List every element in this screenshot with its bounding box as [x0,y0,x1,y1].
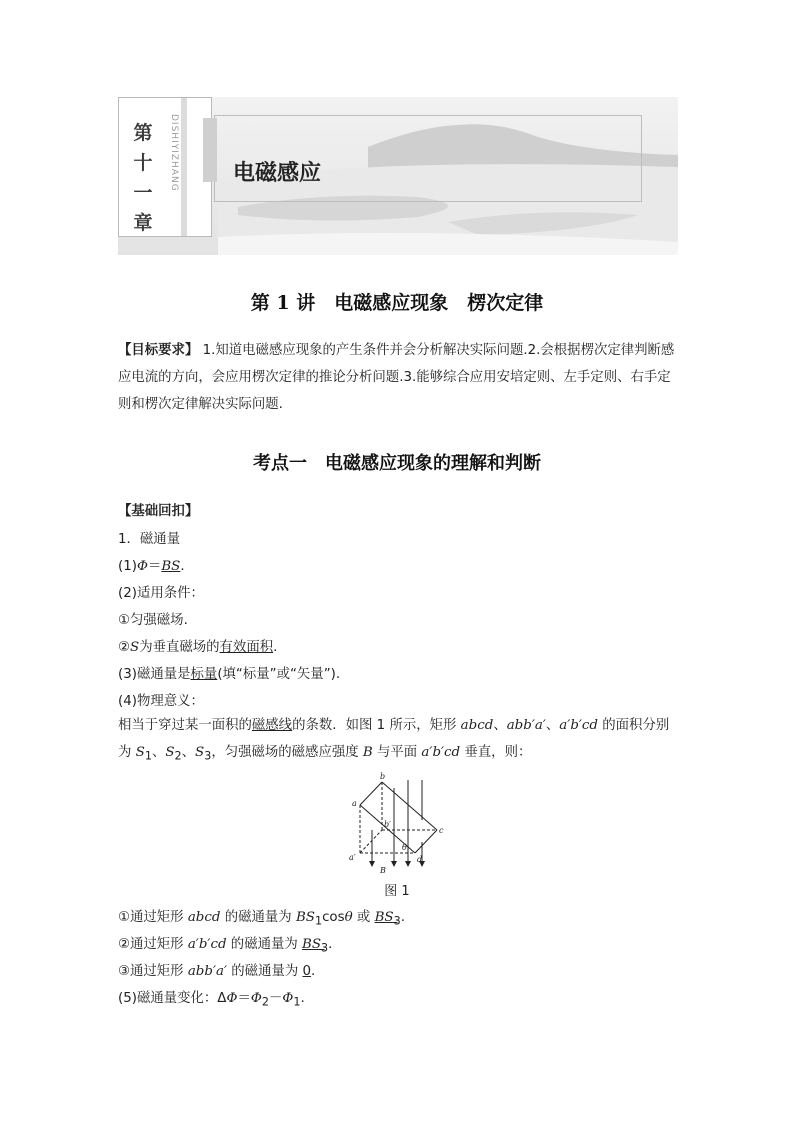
text: 、 [181,745,196,760]
text: 、 [545,718,560,733]
chapter-pinyin-text: DISHIYIZHANG [169,114,179,192]
subscript: 3 [204,749,212,763]
text: 的磁通量为 [220,910,296,925]
text: ①通过矩形 [118,910,188,925]
flux-diagram [340,770,450,875]
symbol: B [362,745,373,760]
answer: 0 [302,964,312,979]
chapter-pinyin [159,110,177,222]
text: 的面积分别为 [118,718,670,760]
text: 、 [493,718,507,733]
symbol: Φ [226,991,238,1006]
flux-change-line [118,987,305,1009]
subscript: 2 [174,749,182,763]
conditions-heading: (2)适用条件： [118,586,204,601]
text: 的磁通量为 [226,937,303,952]
text: ＝ [237,991,251,1006]
subscript: 2 [261,995,269,1009]
label-c: c [439,826,444,835]
symbol: S [195,745,205,760]
symbol: θ [344,910,353,925]
section-title: 考点一 电磁感应现象的理解和判断 [253,453,541,474]
condition-2 [118,636,277,655]
symbol: a′b′cd [559,718,599,733]
text: ③通过矩形 [118,964,188,979]
symbol: abb′a′ [187,964,228,979]
symbol: a′b′cd [187,937,227,952]
subscript: 1 [144,749,152,763]
symbol: a′b′cd [421,745,461,760]
answer: 匀强 [130,613,157,628]
answer: BS [374,910,394,925]
chapter-title-box [214,115,642,202]
meaning-heading: (4)物理意义： [118,694,204,709]
symbol: abcd [187,910,221,925]
text: 与平面 [372,745,422,760]
text: 磁场. [156,613,188,628]
subscript: 1 [293,995,301,1009]
meaning-paragraph [118,712,678,770]
text: cos [322,910,345,925]
symbol: S [130,640,140,655]
chapter-char: 一 [133,182,153,204]
text: 或 [352,910,375,925]
text: ，匀强磁场的磁感应强度 [211,745,363,760]
text: . [273,640,278,655]
condition-1 [118,609,188,628]
chapter-char: 第 [133,122,153,144]
text: ② [118,640,131,655]
label-a-prime: a′ [349,853,356,862]
symbol: S [165,745,175,760]
symbol: abcd [460,718,494,733]
subscript: 3 [321,941,329,955]
result-2 [118,933,332,955]
text: . [311,964,316,979]
label-theta: θ [402,843,407,852]
chapter-char: 章 [133,212,153,234]
text: 垂直，则： [460,745,532,760]
label-B: B [380,866,386,875]
basic-tag: 【基础回扣】 [118,504,199,519]
text: ＝ [147,559,162,574]
text: 为垂直磁场的 [139,640,220,655]
text: (1) [118,559,137,574]
divider [181,98,187,236]
label-d: d [417,855,423,864]
text: 相当于穿过某一面积的 [118,718,252,733]
result-1 [118,906,405,928]
answer: 磁感线 [251,718,293,733]
text: (5)磁通量变化：Δ [118,991,227,1006]
label-b-prime: b′ [384,820,391,829]
answer: 有效面积 [219,640,274,655]
objectives-text: 1.知道电磁感应现象的产生条件并会分析解决实际问题.2.会根据楞次定律判断感应电流的方向，会应用楞次定律的推论分析问题.3.能够综合应用安培定则、左手定则、右手定则和楞次定律解决实际问题. [118,343,675,412]
text: ②通过矩形 [118,937,188,952]
edge-ab [360,782,382,805]
lecture-title: 第 1 讲 电磁感应现象 楞次定律 [250,292,544,314]
label-a: a [352,799,357,808]
text: (填“标量”或“矢量”). [217,667,341,682]
symbol: S [135,745,145,760]
item-heading: 1．磁通量 [118,532,181,547]
result-3 [118,960,315,979]
symbol: abb′a′ [506,718,546,733]
arrow-icon [405,861,411,867]
symbol: Φ [282,991,294,1006]
edge-cd [415,830,437,853]
text: 的条数．如图 1 所示，矩形 [292,718,461,733]
chapter-number [131,118,155,238]
subscript: 3 [393,914,401,928]
text: . [400,910,405,925]
formula-line [118,555,185,574]
label-b: b [380,772,386,781]
edge-a2b2 [360,830,382,853]
answer: BS [161,559,181,574]
text: ① [118,613,131,628]
text: 、 [151,745,166,760]
chapter-number-box [118,97,212,237]
symbol: Φ [136,559,148,574]
answer: 标量 [190,667,218,682]
text: (3)磁通量是 [118,667,191,682]
symbol: BS [295,910,315,925]
text: － [268,991,283,1006]
arrow-icon [369,861,375,867]
scalar-line [118,663,340,682]
text: . [300,991,305,1006]
objectives-tag: 【目标要求】 [118,343,199,358]
arrow-icon [391,861,397,867]
symbol: Φ [250,991,262,1006]
objectives [118,337,678,418]
subscript: 1 [314,914,323,928]
text: . [180,559,185,574]
text: . [328,937,333,952]
title-tab [203,118,217,182]
answer: BS [302,937,322,952]
chapter-title: 电磁感应 [233,161,322,186]
figure-caption: 图 1 [384,884,410,899]
chapter-char: 十 [133,152,153,174]
text: 的磁通量为 [227,964,303,979]
